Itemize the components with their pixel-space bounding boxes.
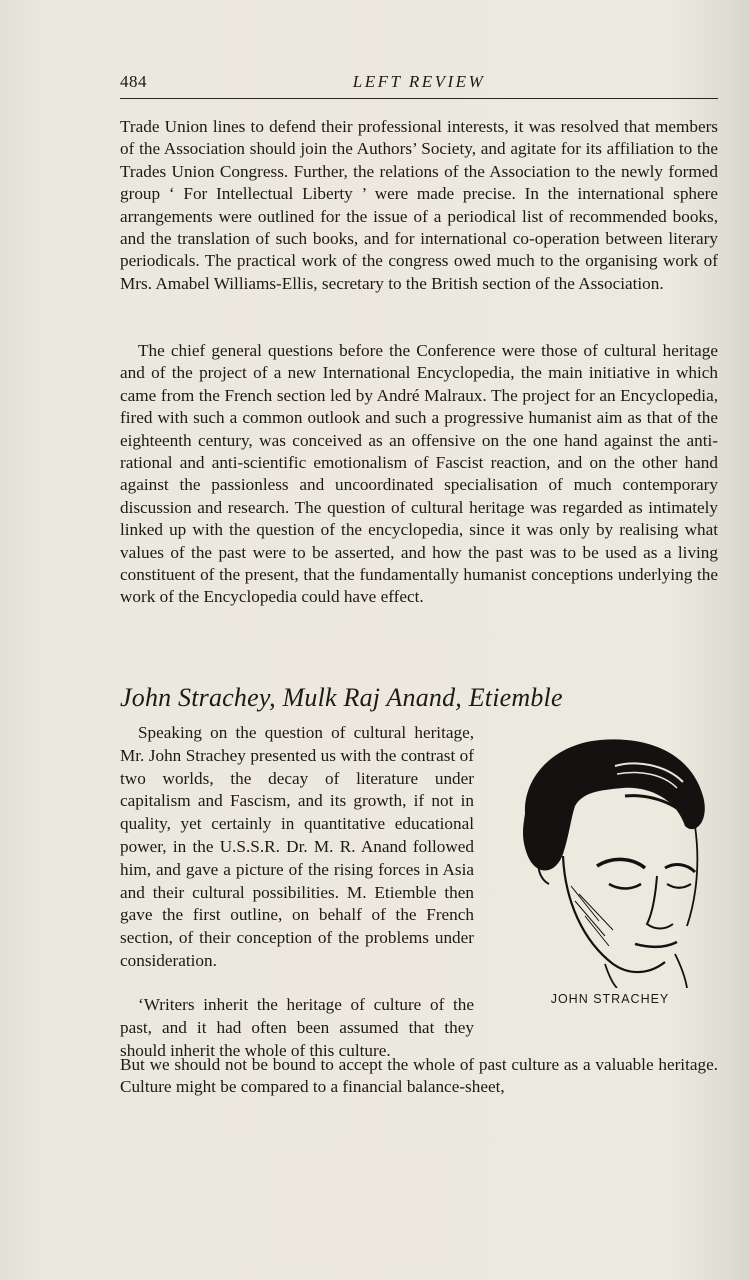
portrait-caption: JOHN STRACHEY bbox=[550, 992, 670, 1006]
portrait-sketch-icon bbox=[505, 726, 715, 988]
page-number: 484 bbox=[120, 72, 147, 91]
section-heading: John Strachey, Mulk Raj Anand, Etiemble bbox=[120, 683, 563, 712]
paragraph-1: Trade Union lines to defend their professional interests, it was resolved that members of the Association should join the Authors’ Society, and agitate for its affiliation to the Trades Union Congress. Further, the relations of the Association to the newly formed group ‘ For Intellectual Liberty ’ were made precise. In the international sphere arrangements were outlined for the issue of a periodical list of recommended books, and the translation of such books, and for international co-operation between literary periodicals. The practical work of the congress owed much to the organising work of Mrs. Amabel Williams-Ellis, secretary to the British section of the Association. bbox=[120, 117, 718, 293]
paragraph-4: ‘Writers inherit the heritage of culture of the past, and it had often been assumed that they should inherit the whole of this culture. bbox=[120, 995, 474, 1060]
paragraph-3: Speaking on the question of cultural heritage, Mr. John Strachey presented us with the contrast of two worlds, the decay of literature under capitalism and Fascism, and its growth, if not in quality, yet certainly in quantitative educational power, in the U.S.S.R. Dr. M. R. Anand followed him, and gave a picture of the rising forces in Asia and their cultural possibilities. M. Etiemble then gave the first outline, on behalf of the French section, of their conception of the problems under consideration. bbox=[120, 723, 474, 970]
page-header bbox=[120, 72, 718, 99]
paragraph-2: The chief general questions before the Conference were those of cultural heritage and of the project of a new International Encyclopedia, the main initiative in which came from the French section led by André Malraux. The project for an Encyclopedia, fired with such a common outlook and such a progressive humanist aim as that of the eighteenth century, was conceived as an offensive on the one hand against the anti-rational and anti-scientific emotionalism of Fascist reaction, and on the other hand against the passionless and uncoordinated specialisation of much contemporary discussion and research. The question of cultural heritage was regarded as intimately linked up with the question of the encyclopedia, since it was only by realising what values of the past were to be asserted, and how the past was to be used as a living constituent of the present, that the fundamentally humanist conceptions underlying the work of the Encyclopedia could have effect. bbox=[120, 341, 718, 607]
running-title: LEFT REVIEW bbox=[352, 72, 486, 91]
paragraph-5: But we should not be bound to accept the whole of past culture as a valuable heritage. Culture might be compared to a financial balance-sheet, bbox=[120, 1055, 718, 1097]
